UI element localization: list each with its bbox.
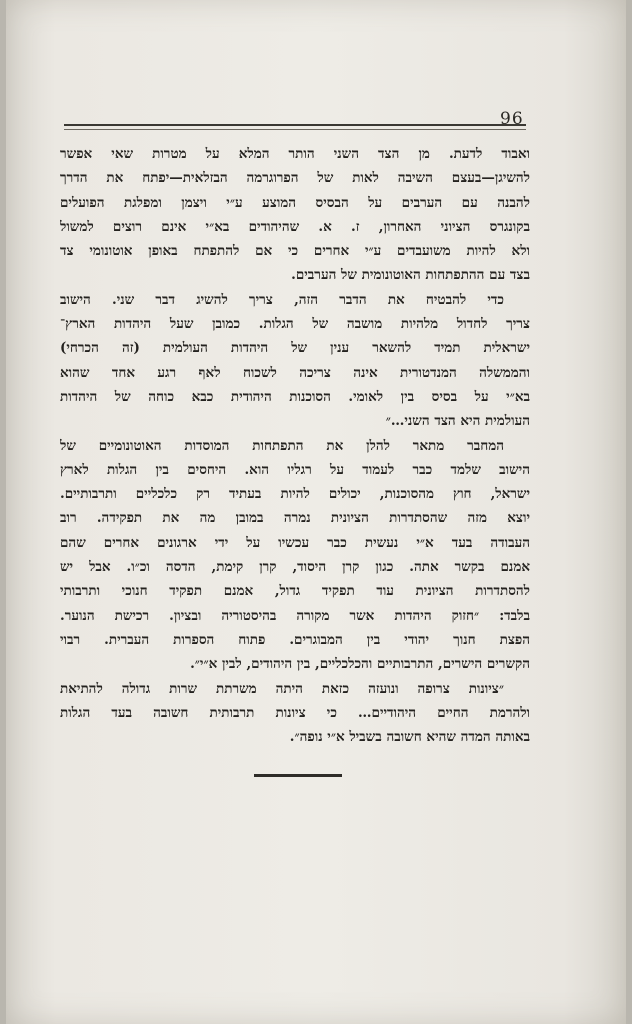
text-line: בקונגרס הציוני האחרון, ז. א. שהיהודים בא״י אינם רוצים למשול: [60, 218, 530, 235]
text-line: ישראל, חוץ מהסוכנות, יכולים להיות בעתיד רק כלכליים ותרבותיים.: [60, 486, 530, 503]
text-line: ישראלית תמיד להשאר ענין של היהדות העולמית (זה הכרחי): [60, 340, 530, 357]
text-line: יוצא מזה שהסתדרות הציונית נמרה במובן מה את תפקידה. רוב: [60, 510, 530, 527]
text-line: באותה המדה שהיא חשובה בשביל א״י נופה״.: [289, 729, 530, 746]
text-line: הישוב שלמד כבר לעמוד על רגליו הוא. היחסים בין הגלות לארץ: [60, 461, 530, 478]
body-text: [60, 142, 530, 749]
paragraph: [60, 434, 530, 677]
text-line: אמנם בקשר אתה. כגון קרן היסוד, קרן קימת, הדסה וכ״ו. אבל יש: [60, 559, 530, 576]
text-line: הפצת חנוך יהודי בין המבוגרים. פתוח הספרות העברית. רבוי: [60, 631, 530, 648]
text-line: בצד עם ההתפתחות האוטונומית של הערבים.: [291, 267, 530, 284]
header-rule-thin: [64, 129, 526, 130]
text-line: צריך לחדול מלהיות מושבה של הגלות. כמובן שעל היהדות הארץ־: [60, 316, 530, 333]
text-line: להשיגן—בעצם השיבה לאות של הפרוגרמה הבזלאית—יפתח את הדרך: [60, 170, 530, 187]
text-line: והממשלה המנדטורית אינה צריכה לשכוח לאף רגע אחד שהוא: [60, 364, 530, 381]
paragraph: [60, 677, 530, 750]
text-line: כדי להבטיח את הדבר הזה, צריך להשיג דבר שני. הישוב: [60, 291, 504, 308]
paragraph: [60, 142, 530, 288]
text-line: ולהרמת החיים היהודיים… כי ציונות תרבותית חשובה בעד הגלות: [60, 704, 530, 721]
text-line: העולמית היא הצד השני…״: [385, 413, 530, 430]
page-number: 96: [500, 109, 524, 129]
text-line: להבנה עם הערבים על הבסיס המוצע ע״י ויצמן ומפלגת הפועלים: [60, 194, 530, 211]
text-line: ולא להיות משועבדים ע״י אחרים כי אם להתפתח באופן אוטונומי צד: [60, 243, 530, 260]
text-line: המחבר מתאר להלן את התפתחות המוסדות האוטונומיים של: [60, 437, 504, 454]
header-rule: [64, 124, 526, 126]
text-line: בלבד: ״חזוק היהדות אשר מקורה בהיסטוריה ובציון. רכישת הנוער.: [60, 607, 530, 624]
text-line: להסתדרות הציונית עוד תפקיד גדול, אמנם תפקיד חנוכי ותרבותי: [60, 583, 530, 600]
text-line: בא״י על בסיס בין לאומי. הסוכנות היהודית כבא כוחה של היהדות: [60, 388, 530, 405]
text-line: הקשרים הישרים, התרבותיים והכלכליים, בין היהודים, לבין א״י״.: [190, 656, 530, 673]
text-line: ״ציונות צרופה ונועזה כזאת היתה משרתת שרות גדולה להתיאת: [60, 680, 504, 697]
text-line: העבודה בעד א״י נעשית כבר עכשיו על ידי ארגונים אחרים שהם: [60, 534, 530, 551]
end-rule: [254, 774, 342, 777]
text-line: ואבוד לדעת. מן הצד השני הותר המלא על מטרות שאי אפשר: [60, 146, 530, 162]
book-page: [6, 0, 626, 1024]
paragraph: [60, 288, 530, 434]
